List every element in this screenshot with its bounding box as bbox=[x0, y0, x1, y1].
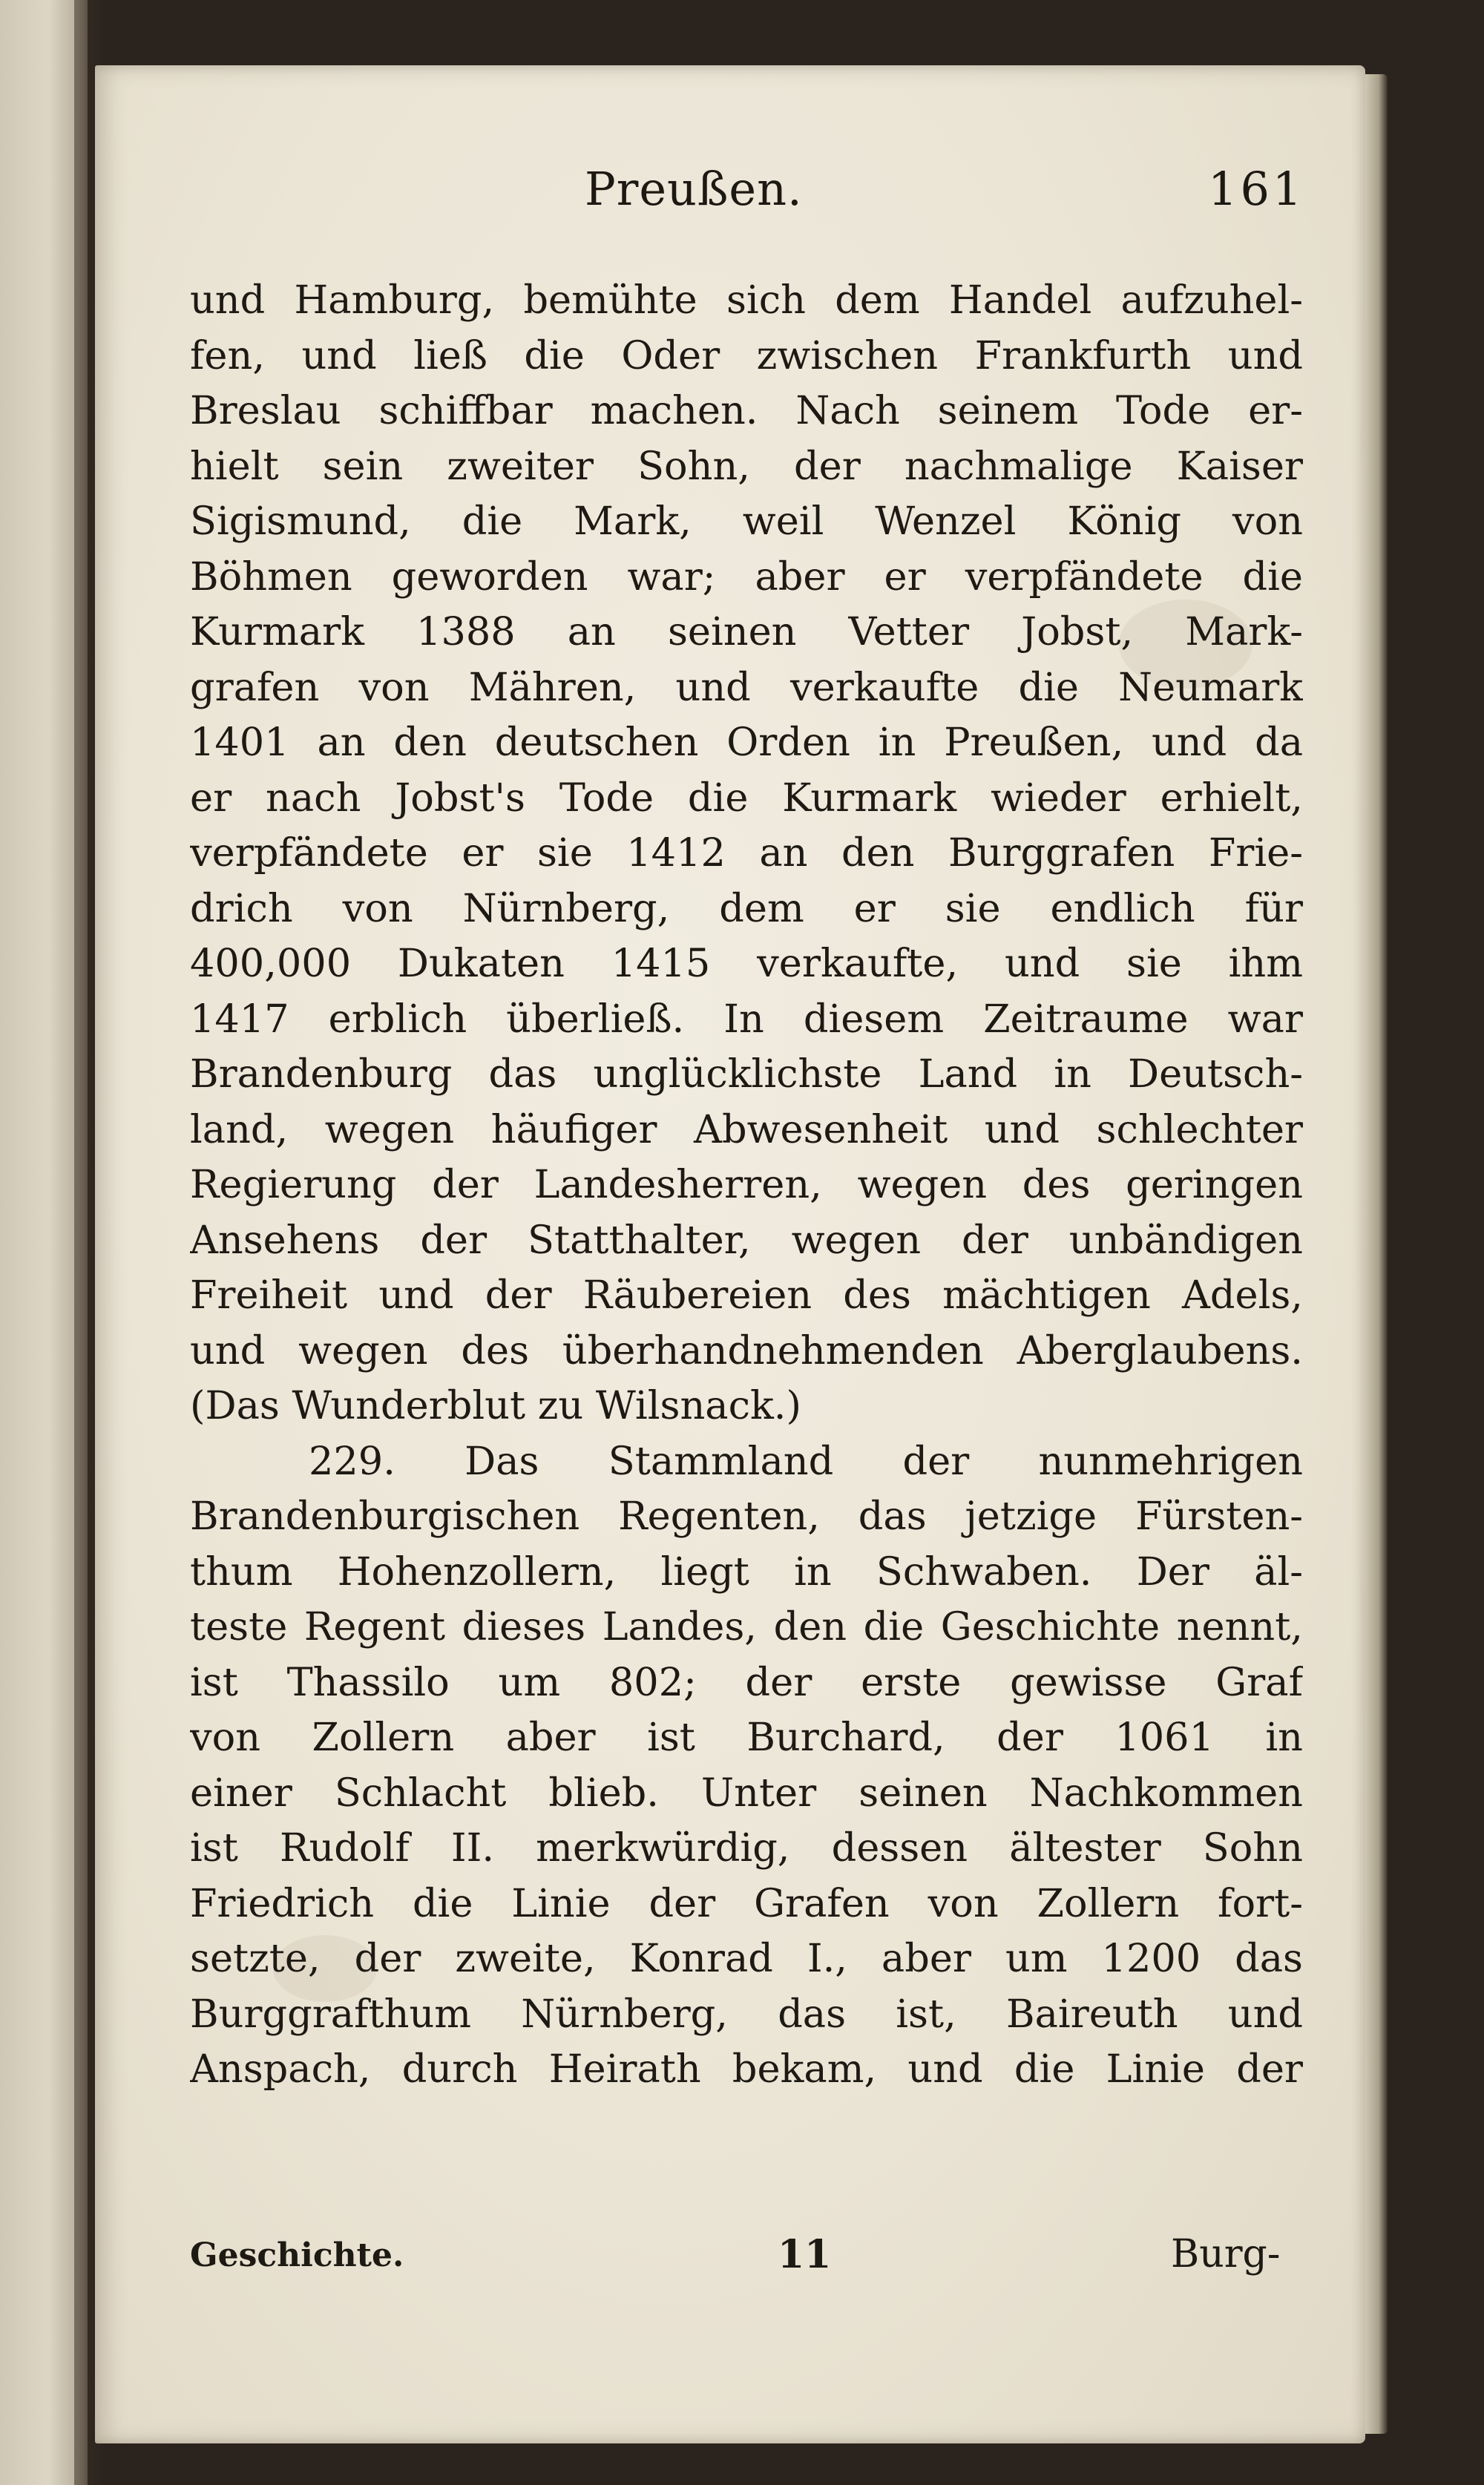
text-line: von Zollern aber ist Burchard, der 1061 in bbox=[190, 1715, 1303, 1760]
text-line: 1401 an den deutschen Orden in Preußen, und da bbox=[190, 720, 1303, 765]
body-text bbox=[190, 273, 1303, 2098]
page-number: 161 bbox=[1208, 162, 1305, 216]
text-line: 1417 erblich überließ. In diesem Zeitraume war bbox=[190, 996, 1303, 1042]
text-line: Ansehens der Statthalter, wegen der unbändigen bbox=[190, 1217, 1303, 1263]
text-line: hielt sein zweiter Sohn, der nachmalige Kaiser bbox=[190, 443, 1303, 489]
book-page bbox=[95, 65, 1365, 2443]
text-line: thum Hohenzollern, liegt in Schwaben. Der äl- bbox=[190, 1549, 1303, 1595]
text-line: Freiheit und der Räubereien des mächtigen Adels, bbox=[190, 1273, 1303, 1318]
text-line: Brandenburgischen Regenten, das jetzige Fürsten- bbox=[190, 1494, 1303, 1539]
catchword: Burg- bbox=[1171, 2232, 1281, 2276]
page-footer bbox=[95, 2232, 1365, 2291]
page-header bbox=[95, 162, 1365, 243]
text-line: Sigismund, die Mark, weil Wenzel König von bbox=[190, 499, 1303, 544]
text-line: verpfändete er sie 1412 an den Burggrafen Frie- bbox=[190, 830, 1303, 876]
signature-mark: Geschichte. bbox=[190, 2236, 404, 2274]
text-line: setzte, der zweite, Konrad I., aber um 1200 das bbox=[190, 1936, 1303, 1981]
text-line: Regierung der Landesherren, wegen des geringen bbox=[190, 1162, 1303, 1207]
text-line: und wegen des überhandnehmenden Aberglaubens. bbox=[190, 1327, 1303, 1373]
text-line: Anspach, durch Heirath bekam, und die Linie der bbox=[190, 2046, 1303, 2092]
running-title: Preußen. bbox=[585, 162, 803, 216]
text-line: er nach Jobst's Tode die Kurmark wieder erhielt, bbox=[190, 775, 1303, 821]
text-line: teste Regent dieses Landes, den die Geschichte nennt, bbox=[190, 1604, 1303, 1649]
text-line-paragraph-end: (Das Wunderblut zu Wilsnack.) bbox=[190, 1383, 801, 1428]
text-line: 400,000 Dukaten 1415 verkaufte, und sie ihm bbox=[190, 941, 1303, 986]
page-fore-edge bbox=[1365, 74, 1388, 2434]
text-line: grafen von Mähren, und verkaufte die Neumark bbox=[190, 664, 1303, 710]
text-line: land, wegen häufiger Abwesenheit und schlechter bbox=[190, 1106, 1303, 1152]
text-line: Friedrich die Linie der Grafen von Zollern fort- bbox=[190, 1880, 1303, 1926]
text-line: drich von Nürnberg, dem er sie endlich für bbox=[190, 885, 1303, 931]
text-line: und Hamburg, bemühte sich dem Handel aufzuhel- bbox=[190, 278, 1303, 323]
text-line: Breslau schiffbar machen. Nach seinem Tode er- bbox=[190, 388, 1303, 433]
text-line: Kurmark 1388 an seinen Vetter Jobst, Mark- bbox=[190, 609, 1303, 654]
text-line: ist Thassilo um 802; der erste gewisse Graf bbox=[190, 1659, 1303, 1705]
sheet-number: 11 bbox=[778, 2232, 832, 2277]
text-line: ist Rudolf II. merkwürdig, dessen ältester Sohn bbox=[190, 1825, 1303, 1871]
text-line: Burggrafthum Nürnberg, das ist, Baireuth und bbox=[190, 1991, 1303, 2037]
text-line: fen, und ließ die Oder zwischen Frankfurth und bbox=[190, 332, 1303, 378]
text-line: Brandenburg das unglücklichste Land in Deutsch- bbox=[190, 1051, 1303, 1097]
text-line-paragraph-start: 229. Das Stammland der nunmehrigen bbox=[309, 1438, 1303, 1484]
text-line: Böhmen geworden war; aber er verpfändete die bbox=[190, 554, 1303, 600]
text-line: einer Schlacht blieb. Unter seinen Nachkommen bbox=[190, 1770, 1303, 1816]
